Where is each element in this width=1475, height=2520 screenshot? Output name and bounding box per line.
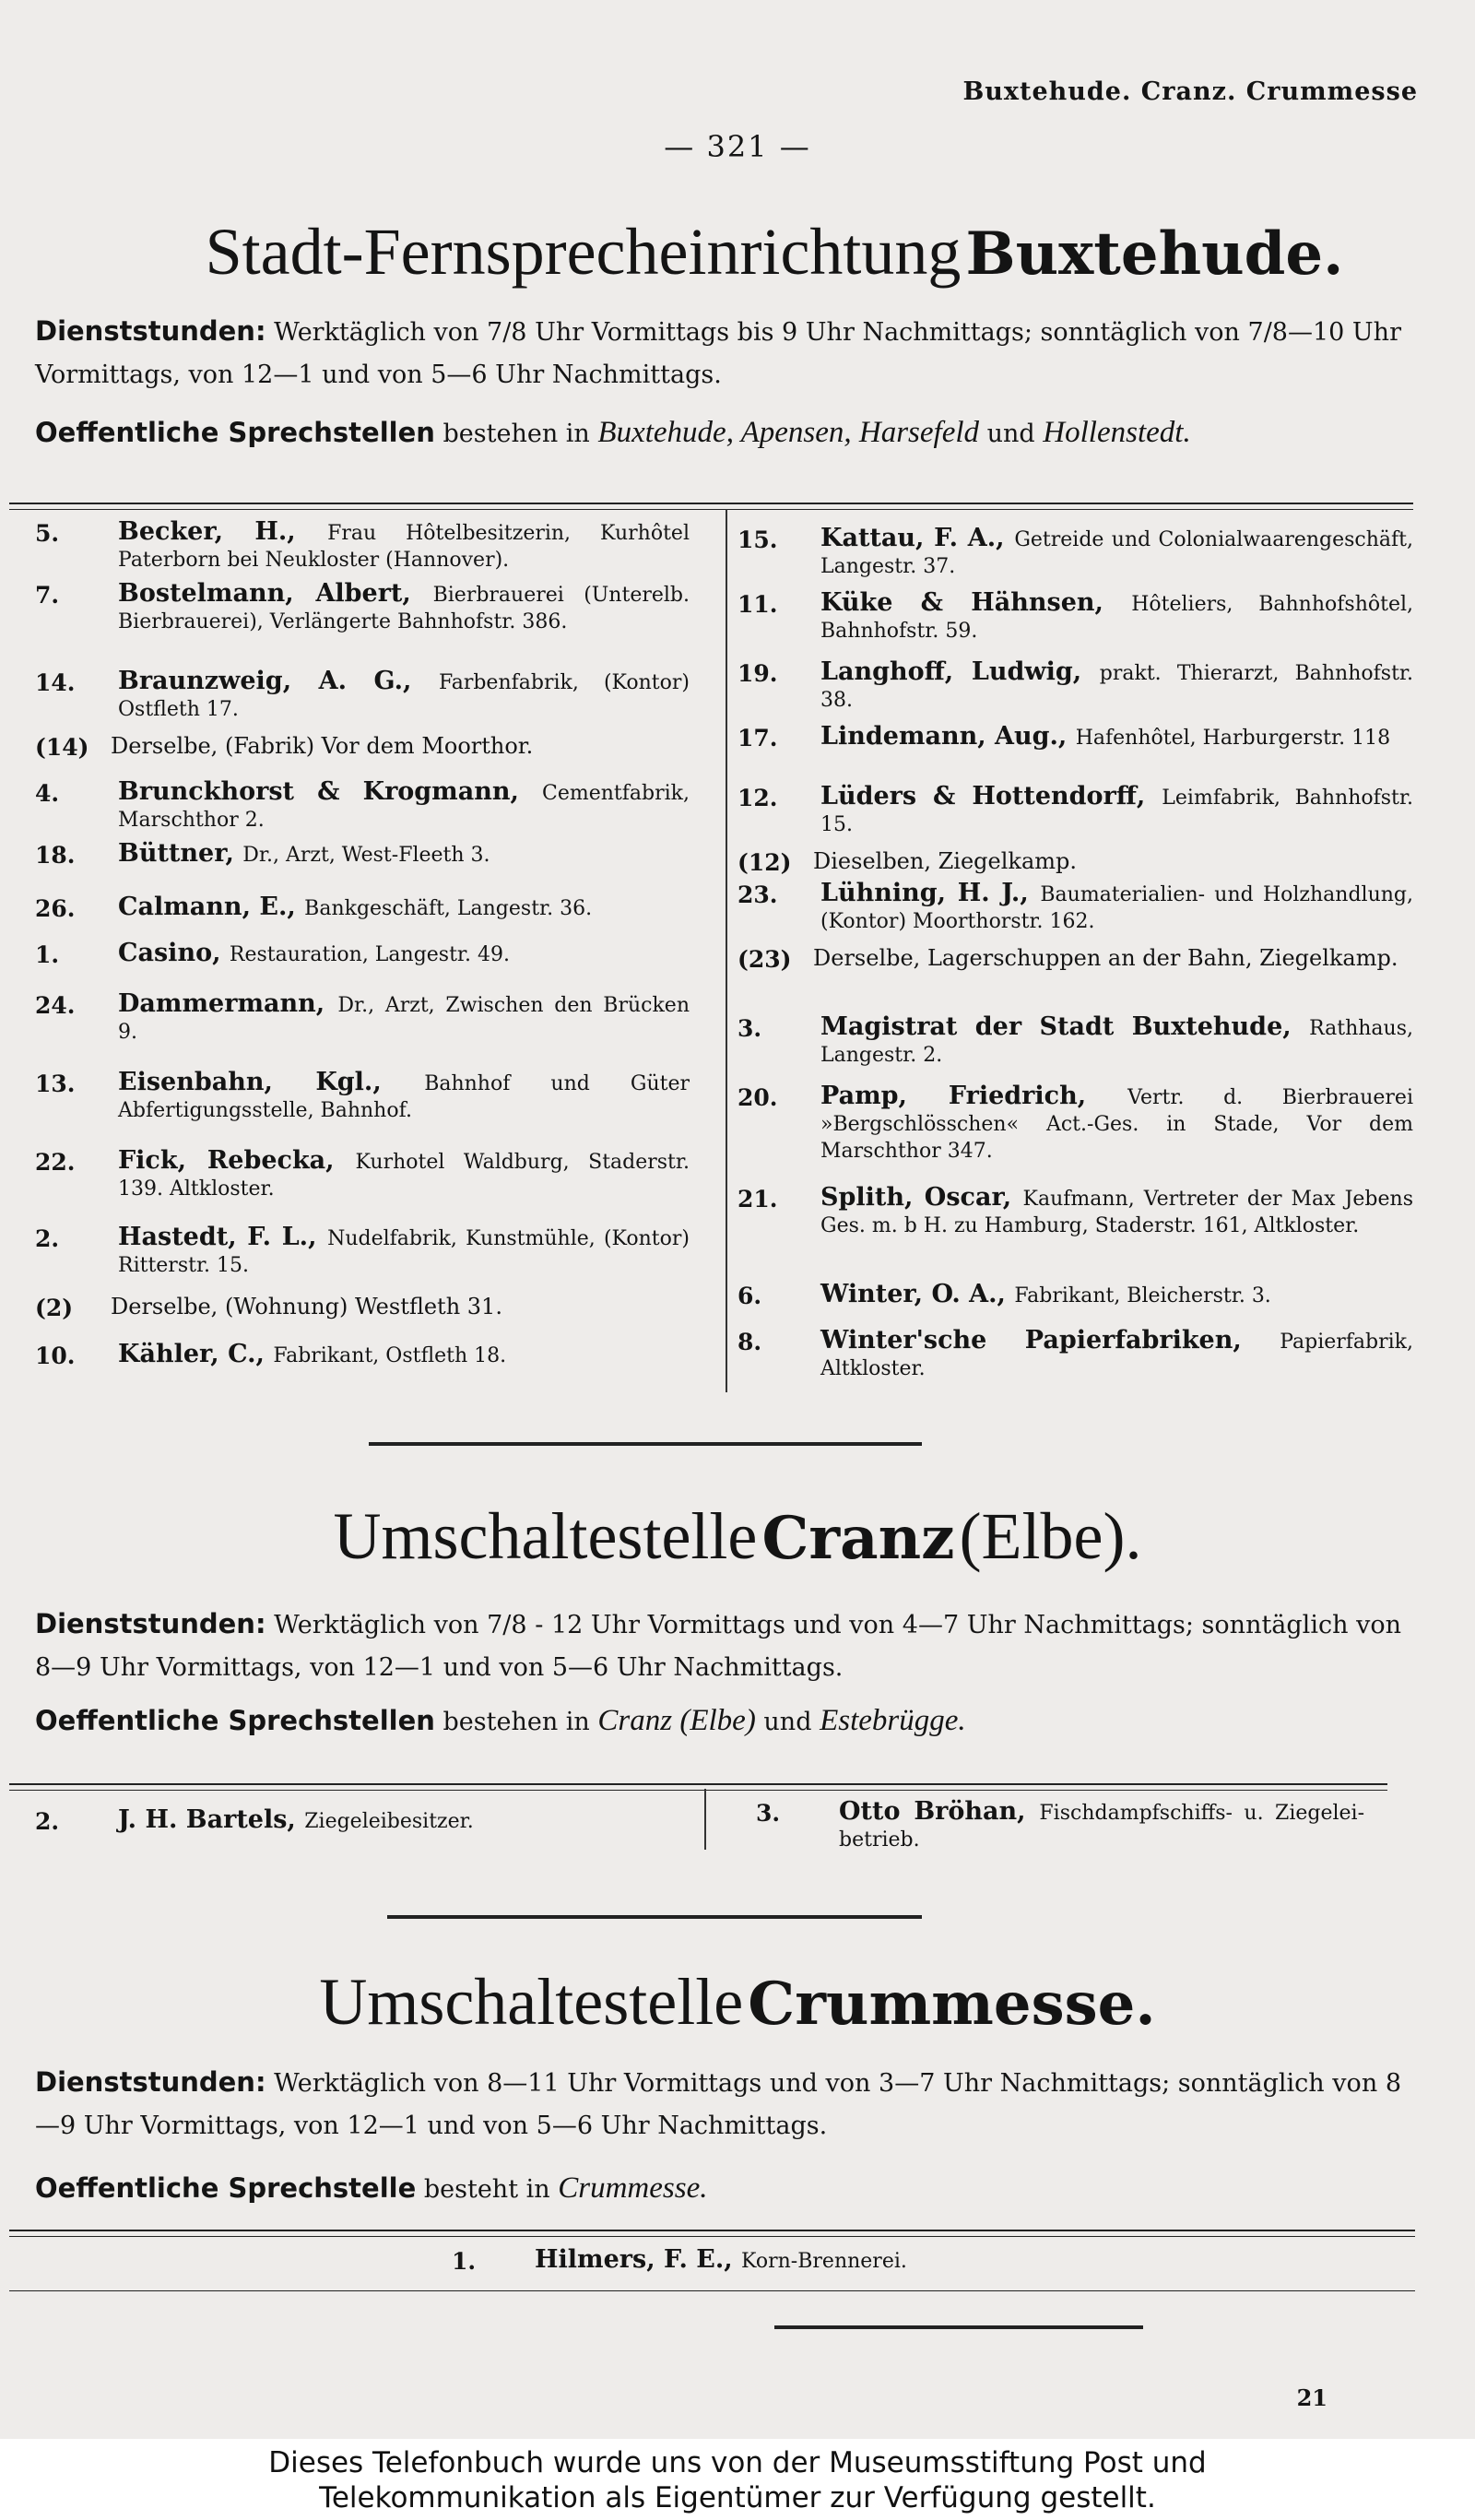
- subscriber-name: Calmann, E.,: [118, 893, 305, 921]
- entry-body: [820, 659, 1413, 714]
- column-divider: [726, 509, 727, 1392]
- divider: [9, 509, 1413, 510]
- subscriber-name: Büttner,: [118, 839, 243, 868]
- subscriber-number: (23): [738, 946, 792, 973]
- hours-label: Dienststunden:: [35, 315, 266, 347]
- subscriber-name: Hastedt, F. L.,: [118, 1223, 328, 1251]
- hours-label: Dienststunden:: [35, 2066, 266, 2098]
- subscriber-name: Winter, O. A.,: [820, 1280, 1015, 1308]
- entry-body: [118, 519, 690, 574]
- title-light: Stadt-Fernsprecheinrichtung: [205, 215, 962, 289]
- caption-line: Telekommunikation als Eigentümer zur Verfügung gestellt.: [319, 2481, 1156, 2514]
- subscriber-number: 11.: [738, 591, 778, 618]
- subscriber-name: Otto Bröhan,: [839, 1797, 1040, 1826]
- entry-body: [118, 1225, 690, 1279]
- subscriber-name: Splith, Oscar,: [820, 1183, 1023, 1212]
- subscriber-details: Getreide und Colonialwaarengeschäft, Langestr. 37.: [820, 528, 1414, 578]
- entry-body: [820, 881, 1413, 935]
- subscriber-number: 21.: [738, 1186, 778, 1213]
- subscriber-name: Küke & Hähnsen,: [820, 588, 1132, 617]
- section-title-crummesse: [0, 1964, 1475, 2041]
- offices-paragraph-cranz: [35, 1699, 1401, 1744]
- subscriber-name: Lüders & Hottendorff,: [820, 782, 1162, 810]
- subscriber-number: 6.: [738, 1283, 762, 1309]
- subscriber-details: Hôteliers, Bahnhofshôtel, Bahnhofstr. 59.: [820, 593, 1414, 643]
- subscriber-number: 26.: [35, 895, 76, 922]
- subscriber-number: 15.: [738, 526, 778, 553]
- page-footer-number: 21: [1296, 2384, 1328, 2411]
- offices-and: und: [986, 420, 1035, 448]
- subscriber-name: Langhoff, Ludwig,: [820, 657, 1100, 686]
- subscriber-name: J. H. Bartels,: [118, 1805, 305, 1834]
- subscriber-details: Kaufmann, Vertreter der Max Jebens Ges. m. b H. zu Hamburg, Staderstr. 161, Altkloster.: [820, 1188, 1413, 1237]
- subscriber-name: Brunckhorst & Krogmann,: [118, 777, 543, 806]
- subscriber-details: Kurhotel Waldburg, Staderstr. 139. Altkloster.: [118, 1151, 690, 1201]
- subscriber-details: Hafenhôtel, Harburgerstr. 118: [1075, 727, 1391, 750]
- entry-body: [118, 581, 690, 635]
- entry-body: [820, 1328, 1413, 1382]
- subscriber-name: Eisenbahn, Kgl.,: [118, 1068, 425, 1096]
- subscriber-number: 17.: [738, 725, 778, 751]
- entry-body: [118, 894, 690, 922]
- subscriber-details: Dr., Arzt, Zwischen den Brücken 9.: [118, 994, 690, 1044]
- subscriber-details: Papierfabrik, Altkloster.: [820, 1331, 1413, 1380]
- offices-text: bestehen in: [442, 420, 590, 448]
- subscriber-details: Fischdampfschiffs- u. Ziegelei-betrieb.: [839, 1802, 1365, 1852]
- subscriber-name: Becker, H.,: [118, 517, 328, 546]
- subscriber-number: 4.: [35, 780, 60, 807]
- hours-paragraph-crummesse: [35, 2061, 1401, 2147]
- subscriber-number: 1.: [452, 2248, 477, 2275]
- subscriber-number: 3.: [738, 1015, 762, 1042]
- subscriber-details: Frau Hôtelbesitzerin, Kurhôtel Paterborn bei Neukloster (Hannover).: [118, 522, 690, 572]
- subscriber-details: Bankgeschäft, Langestr. 36.: [304, 897, 593, 920]
- subscriber-details: Ziegeleibesitzer.: [304, 1810, 474, 1833]
- running-head: Buxtehude. Cranz. Crummesse: [962, 77, 1418, 106]
- offices-places: Cranz (Elbe): [597, 1704, 756, 1737]
- offices-label: Oeffentliche Sprechstelle: [35, 2172, 417, 2204]
- hours-paragraph-buxtehude: [35, 310, 1401, 396]
- entry-body: [813, 848, 1413, 875]
- subscriber-number: 3.: [756, 1800, 781, 1827]
- subscriber-number: 22.: [35, 1149, 76, 1176]
- subscriber-number: 14.: [35, 669, 76, 696]
- title-bold: Crummesse.: [748, 1970, 1156, 2039]
- subscriber-name: Fick, Rebecka,: [118, 1146, 356, 1175]
- divider: [9, 2290, 1415, 2291]
- subscriber-name: Winter'sche Papierfabriken,: [820, 1326, 1280, 1355]
- title-suffix: (Elbe).: [959, 1499, 1142, 1573]
- subscriber-details: Derselbe, (Wohnung) Westfleth 31.: [111, 1294, 502, 1319]
- offices-label: Oeffentliche Sprechstellen: [35, 1705, 435, 1736]
- subscriber-name: Magistrat der Stadt Buxtehude,: [820, 1012, 1310, 1041]
- subscriber-number: 12.: [738, 785, 778, 811]
- hours-text: Werktäglich von 7/8 Uhr Vormittags bis 9 Uhr Nachmittags; sonntäglich von 7/8—10 Uhr Vormittags, von 12—1 und von 5—6 Uhr Nachmittags.: [35, 318, 1401, 389]
- divider: [9, 1783, 1387, 1785]
- subscriber-number: (12): [738, 849, 792, 876]
- offices-places: Crummesse.: [558, 2171, 708, 2205]
- subscriber-number: 23.: [738, 881, 778, 908]
- entry-body: [118, 668, 690, 723]
- subscriber-name: Kähler, C.,: [118, 1340, 274, 1368]
- section-title-cranz: [0, 1498, 1475, 1575]
- subscriber-details: Restauration, Langestr. 49.: [229, 943, 511, 966]
- subscriber-details: Fabrikant, Bleicherstr. 3.: [1014, 1284, 1271, 1307]
- subscriber-name: Lindemann, Aug.,: [820, 722, 1076, 751]
- subscriber-details: Fabrikant, Ostfleth 18.: [273, 1344, 507, 1367]
- subscriber-details: Farbenfabrik, (Kontor) Ostfleth 17.: [118, 671, 690, 721]
- entry-body: [118, 941, 690, 968]
- entry-body: [820, 784, 1413, 838]
- divider: [9, 2236, 1415, 2237]
- entry-body: [813, 945, 1413, 972]
- section-divider: [369, 1442, 922, 1446]
- subscriber-name: Pamp, Friedrich,: [820, 1082, 1128, 1110]
- entry-body: [820, 1282, 1413, 1309]
- subscriber-number: 2.: [35, 1225, 60, 1252]
- subscriber-number: 19.: [738, 660, 778, 687]
- subscriber-number: 5.: [35, 520, 60, 547]
- entry-body: [535, 2247, 1281, 2275]
- entry-body: [820, 1185, 1413, 1239]
- divider: [9, 1790, 1387, 1791]
- entry-body: [118, 1342, 690, 1369]
- subscriber-name: Casino,: [118, 939, 230, 967]
- entry-body: [118, 1807, 690, 1835]
- caption-line: Dieses Telefonbuch wurde uns von der Museumsstiftung Post und: [268, 2446, 1207, 2479]
- entry-body: [118, 1148, 690, 1202]
- subscriber-details: Vertr. d. Bierbrauerei »Bergschlösschen« Act.-Ges. in Stade, Vor dem Marschthor 347.: [820, 1086, 1413, 1163]
- offices-places: Buxtehude, Apensen, Harsefeld: [597, 416, 980, 449]
- subscriber-details: Dieselben, Ziegelkamp.: [813, 848, 1077, 874]
- subscriber-number: 1.: [35, 941, 60, 968]
- offices-and: und: [763, 1708, 812, 1736]
- subscriber-number: 7.: [35, 582, 60, 609]
- entry-body: [118, 841, 690, 869]
- entry-body: [820, 526, 1413, 580]
- subscriber-name: Dammermann,: [118, 989, 338, 1018]
- title-bold: Cranz: [761, 1504, 955, 1573]
- offices-label: Oeffentliche Sprechstellen: [35, 417, 435, 448]
- subscriber-number: 13.: [35, 1071, 76, 1097]
- subscriber-details: Dr., Arzt, West-Fleeth 3.: [242, 844, 490, 867]
- entry-body: [111, 1294, 690, 1320]
- subscriber-name: Hilmers, F. E.,: [535, 2245, 742, 2274]
- subscriber-number: (2): [35, 1295, 74, 1321]
- title-light: Umschaltestelle: [319, 1965, 744, 2039]
- subscriber-details: Korn-Brennerei.: [741, 2250, 907, 2273]
- offices-text: besteht in: [423, 2175, 550, 2204]
- offices-last: Estebrügge.: [820, 1704, 966, 1737]
- subscriber-name: Lühning, H. J.,: [820, 879, 1041, 907]
- subscriber-name: Kattau, F. A.,: [820, 524, 1015, 552]
- offices-paragraph-crummesse: [35, 2167, 1401, 2211]
- offices-text: bestehen in: [442, 1708, 590, 1736]
- entry-body: [111, 733, 690, 760]
- entry-body: [118, 991, 690, 1046]
- subscriber-name: Braunzweig, A. G.,: [118, 667, 439, 695]
- subscriber-details: Nudelfabrik, Kunstmühle, (Kontor) Ritterstr. 15.: [118, 1227, 690, 1277]
- subscriber-number: 18.: [35, 842, 76, 869]
- subscriber-number: 2.: [35, 1808, 60, 1835]
- section-divider: [774, 2325, 1143, 2329]
- archive-caption: [0, 2445, 1475, 2515]
- title-light: Umschaltestelle: [333, 1499, 758, 1573]
- subscriber-number: 10.: [35, 1343, 76, 1369]
- subscriber-details: Derselbe, (Fabrik) Vor dem Moorthor.: [111, 733, 534, 759]
- hours-label: Dienststunden:: [35, 1608, 266, 1639]
- subscriber-details: Cementfabrik, Marschthor 2.: [118, 782, 690, 832]
- entry-body: [820, 590, 1413, 645]
- divider: [9, 2230, 1415, 2231]
- offices-last: Hollenstedt.: [1043, 416, 1191, 449]
- subscriber-details: Leimfabrik, Bahnhofstr. 15.: [820, 787, 1413, 836]
- subscriber-details: Derselbe, Lagerschuppen an der Bahn, Ziegelkamp.: [813, 945, 1398, 971]
- entry-body: [820, 724, 1413, 751]
- title-bold: Buxtehude.: [965, 219, 1344, 289]
- subscriber-details: prakt. Thierarzt, Bahnhofstr. 38.: [820, 662, 1413, 712]
- subscriber-details: Bierbrauerei (Unterelb. Bierbrauerei), Verlängerte Bahnhofstr. 386.: [118, 584, 690, 633]
- entry-body: [820, 1083, 1413, 1165]
- hours-text: Werktäglich von 8—11 Uhr Vormittags und von 3—7 Uhr Nachmittags; sonntäglich von 8—9 Uhr Vormittags, von 12—1 und von 5—6 Uhr Nachmittags.: [35, 2069, 1401, 2140]
- subscriber-details: Bahnhof und Güter Abfertigungsstelle, Bahnhof.: [118, 1072, 690, 1122]
- section-divider: [387, 1915, 922, 1919]
- column-divider: [704, 1789, 706, 1850]
- hours-paragraph-cranz: [35, 1603, 1401, 1689]
- section-title-buxtehude: [37, 214, 1475, 290]
- subscriber-number: 20.: [738, 1084, 778, 1111]
- entry-body: [118, 1070, 690, 1124]
- entry-body: [118, 779, 690, 834]
- entry-body: [839, 1799, 1364, 1853]
- offices-paragraph-buxtehude: [35, 411, 1401, 455]
- page-number: — 321 —: [664, 129, 811, 164]
- divider: [9, 503, 1413, 504]
- hours-text: Werktäglich von 7/8 - 12 Uhr Vormittags und von 4—7 Uhr Nachmittags; sonntäglich von 8—9 Uhr Vormittags, von 12—1 und von 5—6 Uhr Nachmittags.: [35, 1611, 1401, 1682]
- subscriber-number: 24.: [35, 992, 76, 1019]
- entry-body: [820, 1014, 1413, 1069]
- subscriber-number: (14): [35, 734, 89, 761]
- subscriber-number: 8.: [738, 1329, 762, 1355]
- subscriber-name: Bostelmann, Albert,: [118, 579, 433, 608]
- subscriber-details: Rathhaus, Langestr. 2.: [820, 1017, 1413, 1067]
- subscriber-details: Baumaterialien- und Holzhandlung, (Kontor) Moorthorstr. 162.: [820, 883, 1413, 933]
